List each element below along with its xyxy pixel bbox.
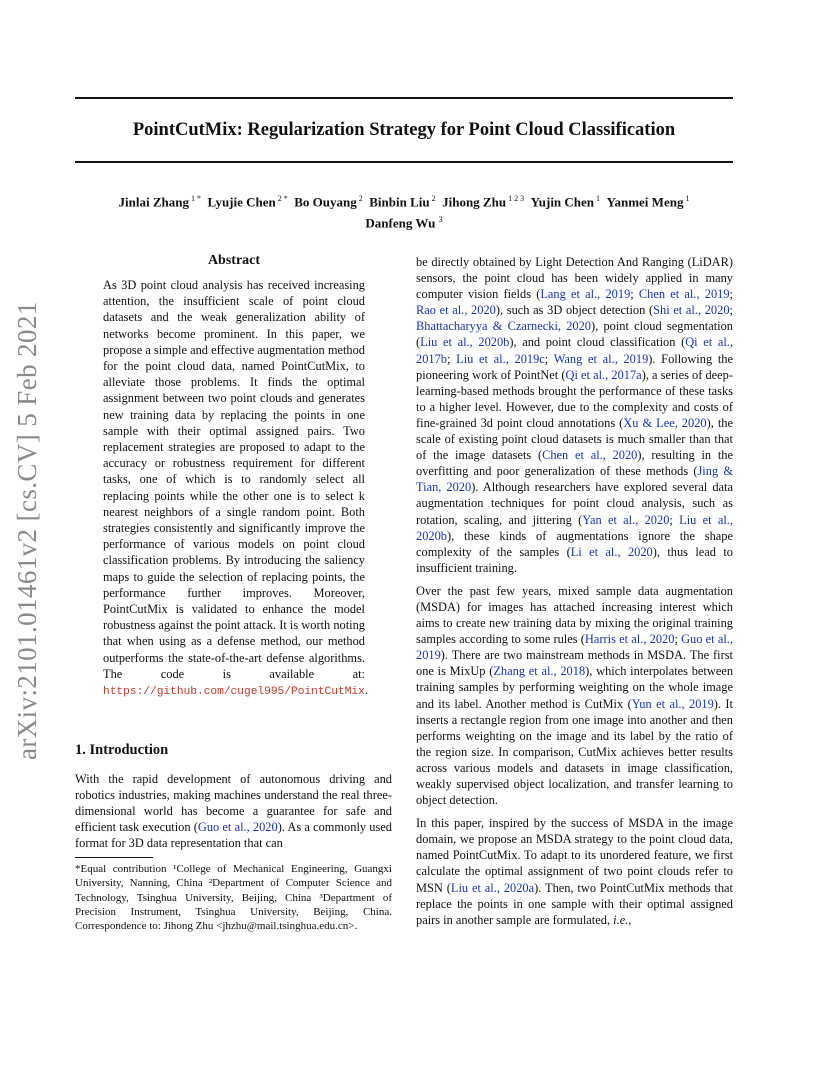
author-affiliation: 2 * — [275, 194, 288, 203]
body-text: ). Then, two PointCutMix methods that replace the points in one sample with their optimal assigned pairs in another sample are formulated, — [416, 880, 733, 927]
author-affiliation: 1 — [594, 194, 601, 203]
intro-paragraph — [75, 771, 392, 851]
citation-link[interactable]: Zhang et al., 2018 — [493, 664, 586, 679]
author-name: Yujin Chen — [530, 194, 595, 210]
body-text: ; — [446, 351, 457, 366]
body-text: ; — [674, 632, 682, 647]
body-text: ), a series of deep-learning-based methods brought the performance of these tasks to a higher level. However, due to the complexity and costs of fine-grained 3d point cloud annotations ( — [416, 367, 734, 430]
citation-link[interactable]: Yan et al., 2020 — [582, 512, 670, 527]
author-name: Danfeng Wu — [365, 215, 436, 231]
author-name: Jihong Zhu — [442, 194, 507, 210]
body-text: ), such as 3D object detection ( — [495, 303, 654, 318]
citation-link[interactable]: Liu et al., 2019c — [456, 351, 545, 366]
body-text: Over the past few years, mixed sample data augmentation (MSDA) for images has attached increasing interest which aims to create new training data by mixing the original training samples according to some rules ( — [416, 583, 733, 647]
citation-link[interactable]: Rao et al., 2020 — [416, 303, 496, 318]
paragraph-contribution — [416, 815, 733, 928]
author-affiliation: 2 — [356, 194, 363, 203]
author-name: Jinlai Zhang — [118, 194, 189, 210]
author-affiliation: 1 — [683, 194, 690, 203]
body-text: ), and point cloud classification ( — [509, 335, 686, 350]
body-text: , — [628, 912, 632, 927]
footnote: *Equal contribution ¹College of Mechanical Engineering, Guangxi University, Nanning, China ²Department of Computer Science and Technology, Tsinghua University, Beijing, China ³Department of Precision Instrument, Tsinghua University, Beijing, China. Correspondence to: Jihong Zhu <jhzhu@mail.tsinghua.edu.cn>. — [75, 863, 392, 933]
body-text: ), resulting in the overfitting and poor generalization of these methods ( — [416, 448, 733, 479]
author-affiliation: 2 — [429, 194, 436, 203]
body-text: ; — [729, 303, 733, 318]
citation-link[interactable]: Chen et al., 2020 — [542, 448, 638, 463]
arxiv-identifier: arXiv:2101.01461v2 [cs.CV] 5 Feb 2021 — [12, 301, 42, 760]
citation-link[interactable]: Chen et al., 2019 — [638, 287, 730, 302]
citation-link[interactable]: Liu et al., 2020b — [416, 512, 733, 543]
author-line-2 — [75, 211, 733, 232]
author-list — [75, 190, 733, 233]
body-text: ). Although researchers have explored several data augmentation techniques for point cloud analysis, such as rotation, scaling, and jittering ( — [416, 480, 733, 527]
body-text: ). There are two mainstream methods in MSDA. The first one is MixUp ( — [416, 648, 733, 679]
citation-link[interactable]: Liu et al., 2020a — [450, 880, 535, 895]
citation-link[interactable]: Shi et al., 2020 — [653, 303, 730, 318]
code-link[interactable]: https://github.com/cugel995/PointCutMix — [103, 686, 365, 699]
intro-text-end: ). As a commonly used format for 3D data representation that can — [75, 820, 392, 851]
citation-link[interactable]: Lang et al., 2019 — [540, 287, 631, 302]
citation-link[interactable]: Qi et al., 2017b — [416, 335, 733, 366]
footnote-rule — [75, 857, 153, 858]
citation-link[interactable]: Jing & Tian, 2020 — [416, 464, 733, 495]
author-affiliation: 3 — [438, 215, 443, 225]
paragraph-point-cloud-applications — [416, 254, 733, 576]
body-text: ; — [729, 287, 733, 302]
intro-text: With the rapid development of autonomous driving and robotics industries, making machines understand the real three-dimensional world has become a guarantee for safe and efficient task execution ( — [75, 772, 392, 835]
body-text: ), which interpolates between training samples by performing weighting on the whole image and its label. Another method is CutMix ( — [416, 664, 734, 711]
abstract-heading: Abstract — [207, 253, 261, 268]
author-line-1 — [75, 190, 733, 211]
paragraph-msda — [416, 583, 733, 808]
author-affiliation: 1 * — [188, 194, 201, 203]
citation-link[interactable]: Qi et al., 2017a — [565, 367, 642, 382]
body-text: be directly obtained by Light Detection And Ranging (LiDAR) sensors, the point cloud has been widely applied in many computer vision fields ( — [416, 255, 733, 302]
top-rule — [75, 97, 733, 99]
right-column — [416, 254, 733, 935]
body-text: ; — [544, 351, 554, 366]
body-text: ). It inserts a rectangle region from one image into another and then performs weighting on the image and its label by the ratio of the region size. In comparison, CutMix achieves better results across various models and datasets in image classification, weakly supervised object localization, and transfer learning to object detection. — [416, 696, 734, 808]
title-bottom-rule — [75, 161, 733, 163]
author-affiliation: 1 2 3 — [506, 194, 525, 203]
author-name: Lyujie Chen — [207, 194, 276, 210]
citation-link[interactable]: Guo et al., 2020 — [197, 820, 278, 835]
citation-link[interactable]: Xu & Lee, 2020 — [623, 415, 707, 430]
section-heading-introduction: 1. Introduction — [75, 742, 169, 758]
body-text: ), the scale of existing point cloud datasets is much smaller than that of the image datasets ( — [416, 415, 733, 463]
abstract-body — [103, 277, 368, 700]
emphasis-text: i.e. — [613, 912, 629, 927]
body-text: ; — [669, 512, 680, 527]
body-text: ), these kinds of augmentations ignore the shape complexity of the samples ( — [416, 528, 733, 559]
paper-title: PointCutMix: Regularization Strategy for Point Cloud Classification — [132, 120, 676, 140]
body-text: ; — [630, 287, 639, 302]
body-text: ), point cloud segmentation ( — [416, 319, 733, 350]
abstract-end: . — [364, 683, 368, 698]
citation-link[interactable]: Liu et al., 2020b — [420, 335, 510, 350]
body-text: ), thus lead to insufficient training. — [416, 544, 734, 575]
author-name: Yanmei Meng — [606, 194, 684, 210]
abstract-text: As 3D point cloud analysis has received increasing attention, the insufficient scale of point cloud datasets and the weak generalization ability of networks become prominent. In this paper, we propose a simple and effective augmentation method for the point cloud data, named PointCutMix, to alleviate those problems. It finds the optimal assignment between two point clouds and generates new training data by replacing the points in one sample with their optimal assigned pairs. Two replacement strategies are proposed to adapt to the accuracy or robustness requirement for different tasks, one of which is to randomly select all replacing points while the other one is to select k nearest neighbors of a single random point. Both strategies consistently and significantly improve the performance of various models on point cloud classification problems. By introducing the saliency maps to guide the selection of replacing points, the performance further improves. Moreover, PointCutMix is validated to enhance the model robustness against the point attack. It is worth noting that when using as a defense method, our method outperforms the state-of-the-art defense algorithms. The code is available at: — [103, 278, 365, 681]
citation-link[interactable]: Guo et al., 2019 — [416, 632, 733, 663]
author-name: Binbin Liu — [369, 194, 430, 210]
citation-link[interactable]: Wang et al., 2019 — [553, 351, 649, 366]
body-text: ). Following the pioneering work of PointNet ( — [416, 351, 733, 382]
body-text: In this paper, inspired by the success of MSDA in the image domain, we propose an MSDA strategy to the point cloud data, named PointCutMix. To adapt to its unordered feature, we first calculate the optimal assignment of two point clouds refer to MSN ( — [416, 816, 733, 895]
citation-link[interactable]: Harris et al., 2020 — [584, 632, 675, 647]
citation-link[interactable]: Li et al., 2020 — [570, 544, 653, 559]
author-name: Bo Ouyang — [294, 194, 357, 210]
citation-link[interactable]: Bhattacharyya & Czarnecki, 2020 — [416, 319, 591, 334]
citation-link[interactable]: Yun et al., 2019 — [631, 696, 714, 711]
